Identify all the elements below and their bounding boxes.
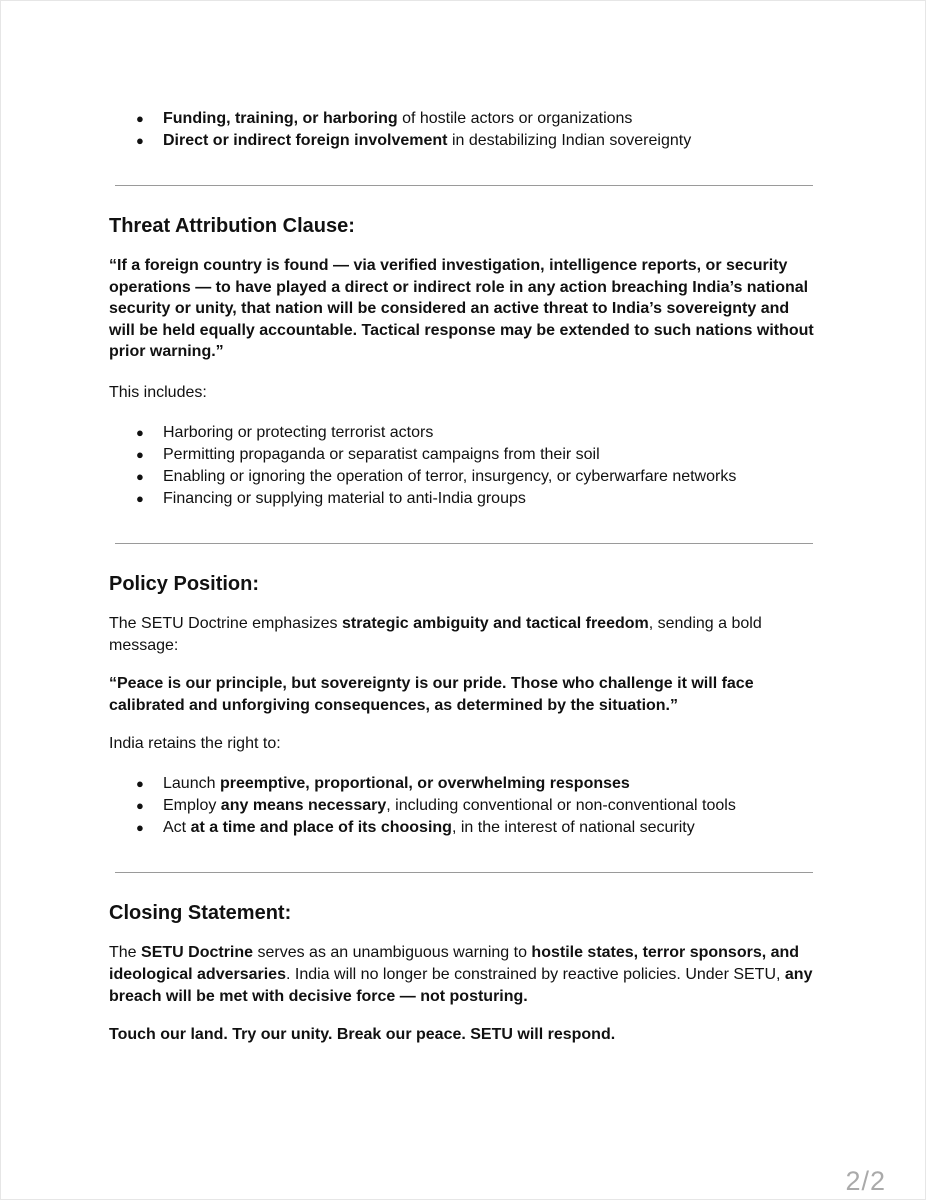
bullet-icon: ●	[136, 133, 144, 148]
closing-paragraph: The SETU Doctrine serves as an unambiguous warning to hostile states, terror sponsors, and ideological adversaries. India will no longer be constrained by reactive policies. Under SETU, any breach will be met with decisive force — not posturing.	[109, 943, 813, 1005]
list-item: ● Act at a time and place of its choosing, in the interest of national security	[109, 817, 819, 839]
bullet-icon: ●	[136, 424, 144, 440]
bullet-icon: ●	[136, 490, 144, 506]
policy-bullet-list	[109, 773, 819, 839]
policy-heading: Policy Position:	[109, 572, 260, 595]
list-item: ● Enabling or ignoring the operation of terror, insurgency, or cyberwarfare networks	[109, 466, 819, 488]
closing-heading: Closing Statement:	[109, 901, 292, 924]
threat-heading: Threat Attribution Clause:	[109, 215, 355, 237]
list-item: ● Launch preemptive, proportional, or overwhelming responses	[109, 773, 819, 795]
bullet-icon: ●	[136, 775, 144, 791]
list-item: ● Financing or supplying material to anti-India groups	[109, 488, 819, 510]
top-bullet-list	[109, 108, 819, 152]
list-item: ● Funding, training, or harboring of hostile actors or organizations	[109, 108, 819, 130]
policy-quote: “Peace is our principle, but sovereignty is our pride. Those who challenge it will face calibrated and unforgiving consequences, as determined by the situation.”	[109, 674, 754, 714]
includes-label: This includes:	[109, 383, 207, 401]
threat-bullet-list	[109, 422, 819, 510]
bullet-icon: ●	[136, 819, 144, 835]
closing-final-line: Touch our land. Try our unity. Break our peace. SETU will respond.	[109, 1025, 616, 1043]
list-item: ● Permitting propaganda or separatist campaigns from their soil	[109, 444, 819, 466]
bullet-icon: ●	[136, 797, 144, 813]
list-item: ● Employ any means necessary, including conventional or non-conventional tools	[109, 795, 819, 817]
list-item: ● Direct or indirect foreign involvement in destabilizing Indian sovereignty	[109, 130, 819, 152]
bullet-icon: ●	[136, 446, 144, 462]
bullet-icon: ●	[136, 468, 144, 484]
threat-quote: “If a foreign country is found — via verified investigation, intelligence reports, or security operations — to have played a direct or indirect role in any action breaching India’s national security or unity, that nation will be considered an active threat to India’s sovereignty and will be held equally accountable. Tactical response may be extended to such nations without prior warning.”	[109, 257, 814, 360]
page-number: 2/2	[845, 1166, 886, 1196]
document-page	[109, 108, 819, 1046]
policy-intro: The SETU Doctrine emphasizes strategic ambiguity and tactical freedom, sending a bold message:	[109, 614, 762, 654]
list-item: ● Harboring or protecting terrorist actors	[109, 422, 819, 444]
rights-label: India retains the right to:	[109, 734, 281, 752]
bullet-icon: ●	[136, 111, 144, 126]
